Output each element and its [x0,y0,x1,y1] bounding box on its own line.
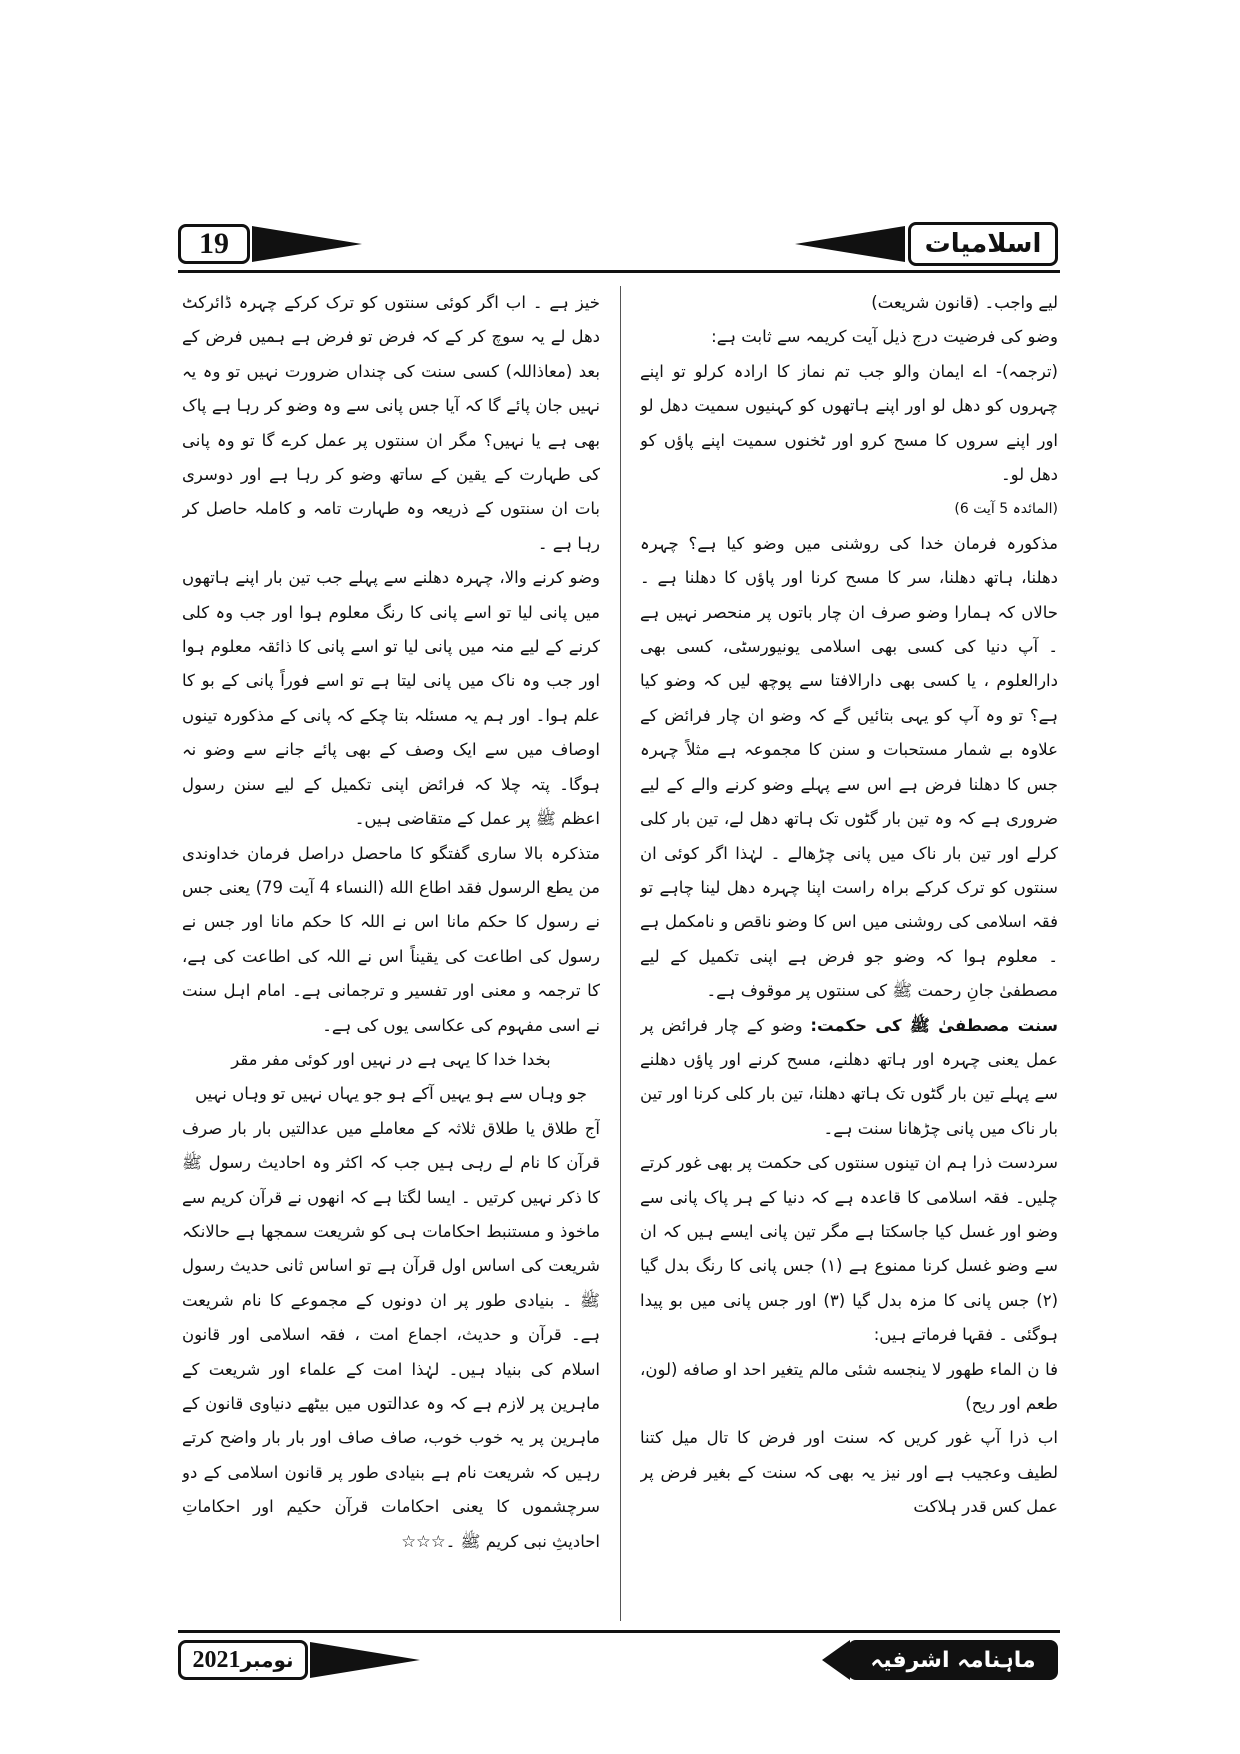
paragraph: وضو کے چار فرائض پر عمل یعنی چہرہ اور ہاتھ دھلنے، مسح کرنے اور پاؤں دھلنے سے پہلے تین بار گٹوں تک ہاتھ دھلنا، تین بار کلی کرنا اور تین بار ناک میں پانی چڑھانا سنت ہے۔ [640,1015,1058,1138]
paragraph: سردست ذرا ہم ان تینوں سنتوں کی حکمت پر بھی غور کرتے چلیں۔ فقہ اسلامی کا قاعدہ ہے کہ دنیا کے ہر پاک پانی سے وضو اور غسل کیا جاسکتا ہے مگر تین پانی ایسے ہیں کہ ان سے وضو غسل کرنا ممنوع ہے (۱) جس پانی کا رنگ بدل گیا (۲) جس پانی کا مزہ بدل گیا (۳) اور جس پانی میں بو پیدا ہوگئی ۔ فقہا فرماتے ہیں: [640,1153,1058,1345]
issue-month: نومبر [240,1648,294,1672]
paragraph: خیز ہے ۔ اب اگر کوئی سنتوں کو ترک کرکے چہرہ ڈائرکٹ دھل لے یہ سوچ کر کے کہ فرض تو فرض ہے ہمیں فرض کے بعد (معاذاللہ) کسی سنت کی چنداں ضرورت نہیں تو وہ یہ نہیں جان پائے گا کہ آیا جس پانی سے وہ وضو کر رہا ہے پاک بھی ہے یا نہیں؟ مگر ان سنتوں پر عمل کرے گا تو وہ پانی کی طہارت کے یقین کے ساتھ وضو کر رہا ہے اور دوسری بات ان سنتوں کے ذریعہ وہ طہارت تامہ و کاملہ حاصل کر رہا ہے ۔ [182,293,600,553]
paragraph: وضو کی فرضیت درج ذیل آیت کریمہ سے ثابت ہے: [711,327,1058,347]
paragraph: لیے واجب۔ (قانون شریعت) [871,293,1058,312]
poetry-verse: بخدا خدا کا یہی ہے در نہیں اور کوئی مفر مقر [231,1049,551,1069]
magazine-name: ماہنامہ اشرفیہ [848,1640,1058,1680]
paragraph: مذکورہ فرمان خدا کی روشنی میں وضو کیا ہے؟ چہرہ دھلنا، ہاتھ دھلنا، سر کا مسح کرنا اور پاؤں کا دھلنا ہے ۔ حالاں کہ ہمارا وضو صرف ان چار باتوں پر منحصر نہیں ہے ۔ آپ دنیا کی کسی بھی اسلامی یونیورسٹی، کسی بھی دارالعلوم ، یا کسی بھی دارالافتا سے پوچھ لیں کہ وضو کیا ہے؟ تو وہ آپ کو یہی بتائیں گے کہ وضو ان چار فرائض کے علاوہ بے شمار مستحبات و سنن کا مجموعہ ہے مثلاً چہرہ جس کا دھلنا فرض ہے اس سے پہلے وضو کرنے والے کے لیے ضروری ہے کہ وہ تین بار گٹوں تک ہاتھ دھل لے، تین بار کلی کرلے اور تین بار ناک میں پانی چڑھالے ۔ لہٰذا اگر کوئی ان سنتوں کو ترک کرکے براہ راست اپنا چہرہ دھل لینا چاہے تو فقہ اسلامی کی روشنی میں اس کا وضو ناقص و نامکمل ہے ۔ معلوم ہوا کہ وضو جو فرض ہے اپنی تکمیل کے لیے مصطفیٰ جانِ رحمت ﷺ کی سنتوں پر موقوف ہے۔ [640,533,1058,1001]
paragraph: وضو کرنے والا، چہرہ دھلنے سے پہلے جب تین بار اپنے ہاتھوں میں پانی لیا تو اسے پانی کا رنگ معلوم ہوا اور جب وہ کلی کرنے کے لیے منہ میں پانی لیا تو اسے پانی کا ذائقہ معلوم ہوا اور جب وہ ناک میں پانی لیتا ہے تو اسے فوراً پانی کے بو کا علم ہوا۔ اور ہم یہ مسئلہ بتا چکے کہ پانی کے مذکورہ تینوں اوصاف میں سے ایک وصف کے بھی پائے جانے سے وضو نہ ہوگا۔ پتہ چلا کہ فرائض اپنی تکمیل کے لیے سنن رسول اعظم ﷺ پر عمل کے متقاضی ہیں۔ [182,568,600,829]
issue-date [178,1640,308,1680]
magazine-notch [822,1640,850,1680]
paragraph: آج طلاق یا طلاق ثلاثہ کے معاملے میں عدالتیں بار بار صرف قرآن کا نام لے رہی ہیں جب کہ اکثر وہ احادیث رسول ﷺ کا ذکر نہیں کرتیں ۔ ایسا لگتا ہے کہ انھوں نے قرآن کریم سے ماخوذ و مستنبط احکامات ہی کو شریعت سمجھا ہے حالانکہ شریعت کی اساس اول قرآن ہے تو اساس ثانی حدیث رسول ﷺ ۔ بنیادی طور پر ان دونوں کے مجموعے کا نام شریعت ہے۔ قرآن و حدیث، اجماع امت ، فقہ اسلامی اور قانون اسلام کی بنیاد ہیں۔ لہٰذا امت کے علماء اور شریعت کے ماہرین پر لازم ہے کہ وہ عدالتوں میں بیٹھے دنیاوی قانون کے ماہرین پر یہ خوب خوب، صاف صاف اور بار بار واضح کرتے رہیں کہ شریعت نام ہے بنیادی طور پر قانون اسلامی کے دو سرچشموں کا یعنی احکامات قرآن حکیم اور احکاماتِ احادیثِ نبی کریم ﷺ ۔☆☆☆ [182,1118,600,1551]
page-number: 19 [178,224,250,264]
header-wedge-right [795,226,905,262]
header-rule [178,270,1060,273]
poetry-verse: جو وہاں سے ہو یہیں آکے ہو جو یہاں نہیں تو وہاں نہیں [195,1084,587,1104]
issue-year: 2021 [192,1646,241,1673]
left-column [182,286,600,1621]
subheading: سنت مصطفیٰ ﷺ کی حکمت: [810,1015,1058,1035]
footer-wedge [310,1642,420,1678]
arabic-quote: فا ن الماء طهور لا ينجسه شئى مالم يتغير احد او صافه (لون، طعم اور ریح) [640,1359,1058,1413]
right-column [640,286,1058,1621]
footer-rule [178,1630,1060,1633]
paragraph: اب ذرا آپ غور کریں کہ سنت اور فرض کا تال میل کتنا لطیف وعجیب ہے اور نیز یہ بھی کہ سنت کے بغیر فرض پر عمل کس قدر ہلاکت [640,1428,1058,1517]
section-title: اسلامیات [908,222,1058,266]
header-wedge-left [252,226,362,262]
quran-translation: (ترجمہ)- اے ایمان والو جب تم نماز کا ارادہ کرلو تو اپنے چہروں کو دھل لو اور اپنے ہاتھوں کو کہنیوں سمیت دھل لو اور اپنے سروں کا مسح کرو اور ٹخنوں سمیت اپنے پاؤں کو دھل لو۔ [640,361,1058,485]
paragraph: متذکرہ بالا ساری گفتگو کا ماحصل دراصل فرمان خداوندی من يطع الرسول فقد اطاع الله (النساء 4 آیت 79) یعنی جس نے رسول کا حکم مانا اس نے اللہ کا حکم مانا اور جس نے رسول کی اطاعت کی یقیناً اس نے اللہ کی اطاعت کی ہے، کا ترجمہ و معنی اور تفسیر و ترجمانی ہے۔ امام اہل سنت نے اسی مفہوم کی عکاسی یوں کی ہے۔ [182,843,600,1035]
column-divider [620,286,621,1621]
verse-reference: (المائدہ 5 آیت 6) [954,501,1058,518]
